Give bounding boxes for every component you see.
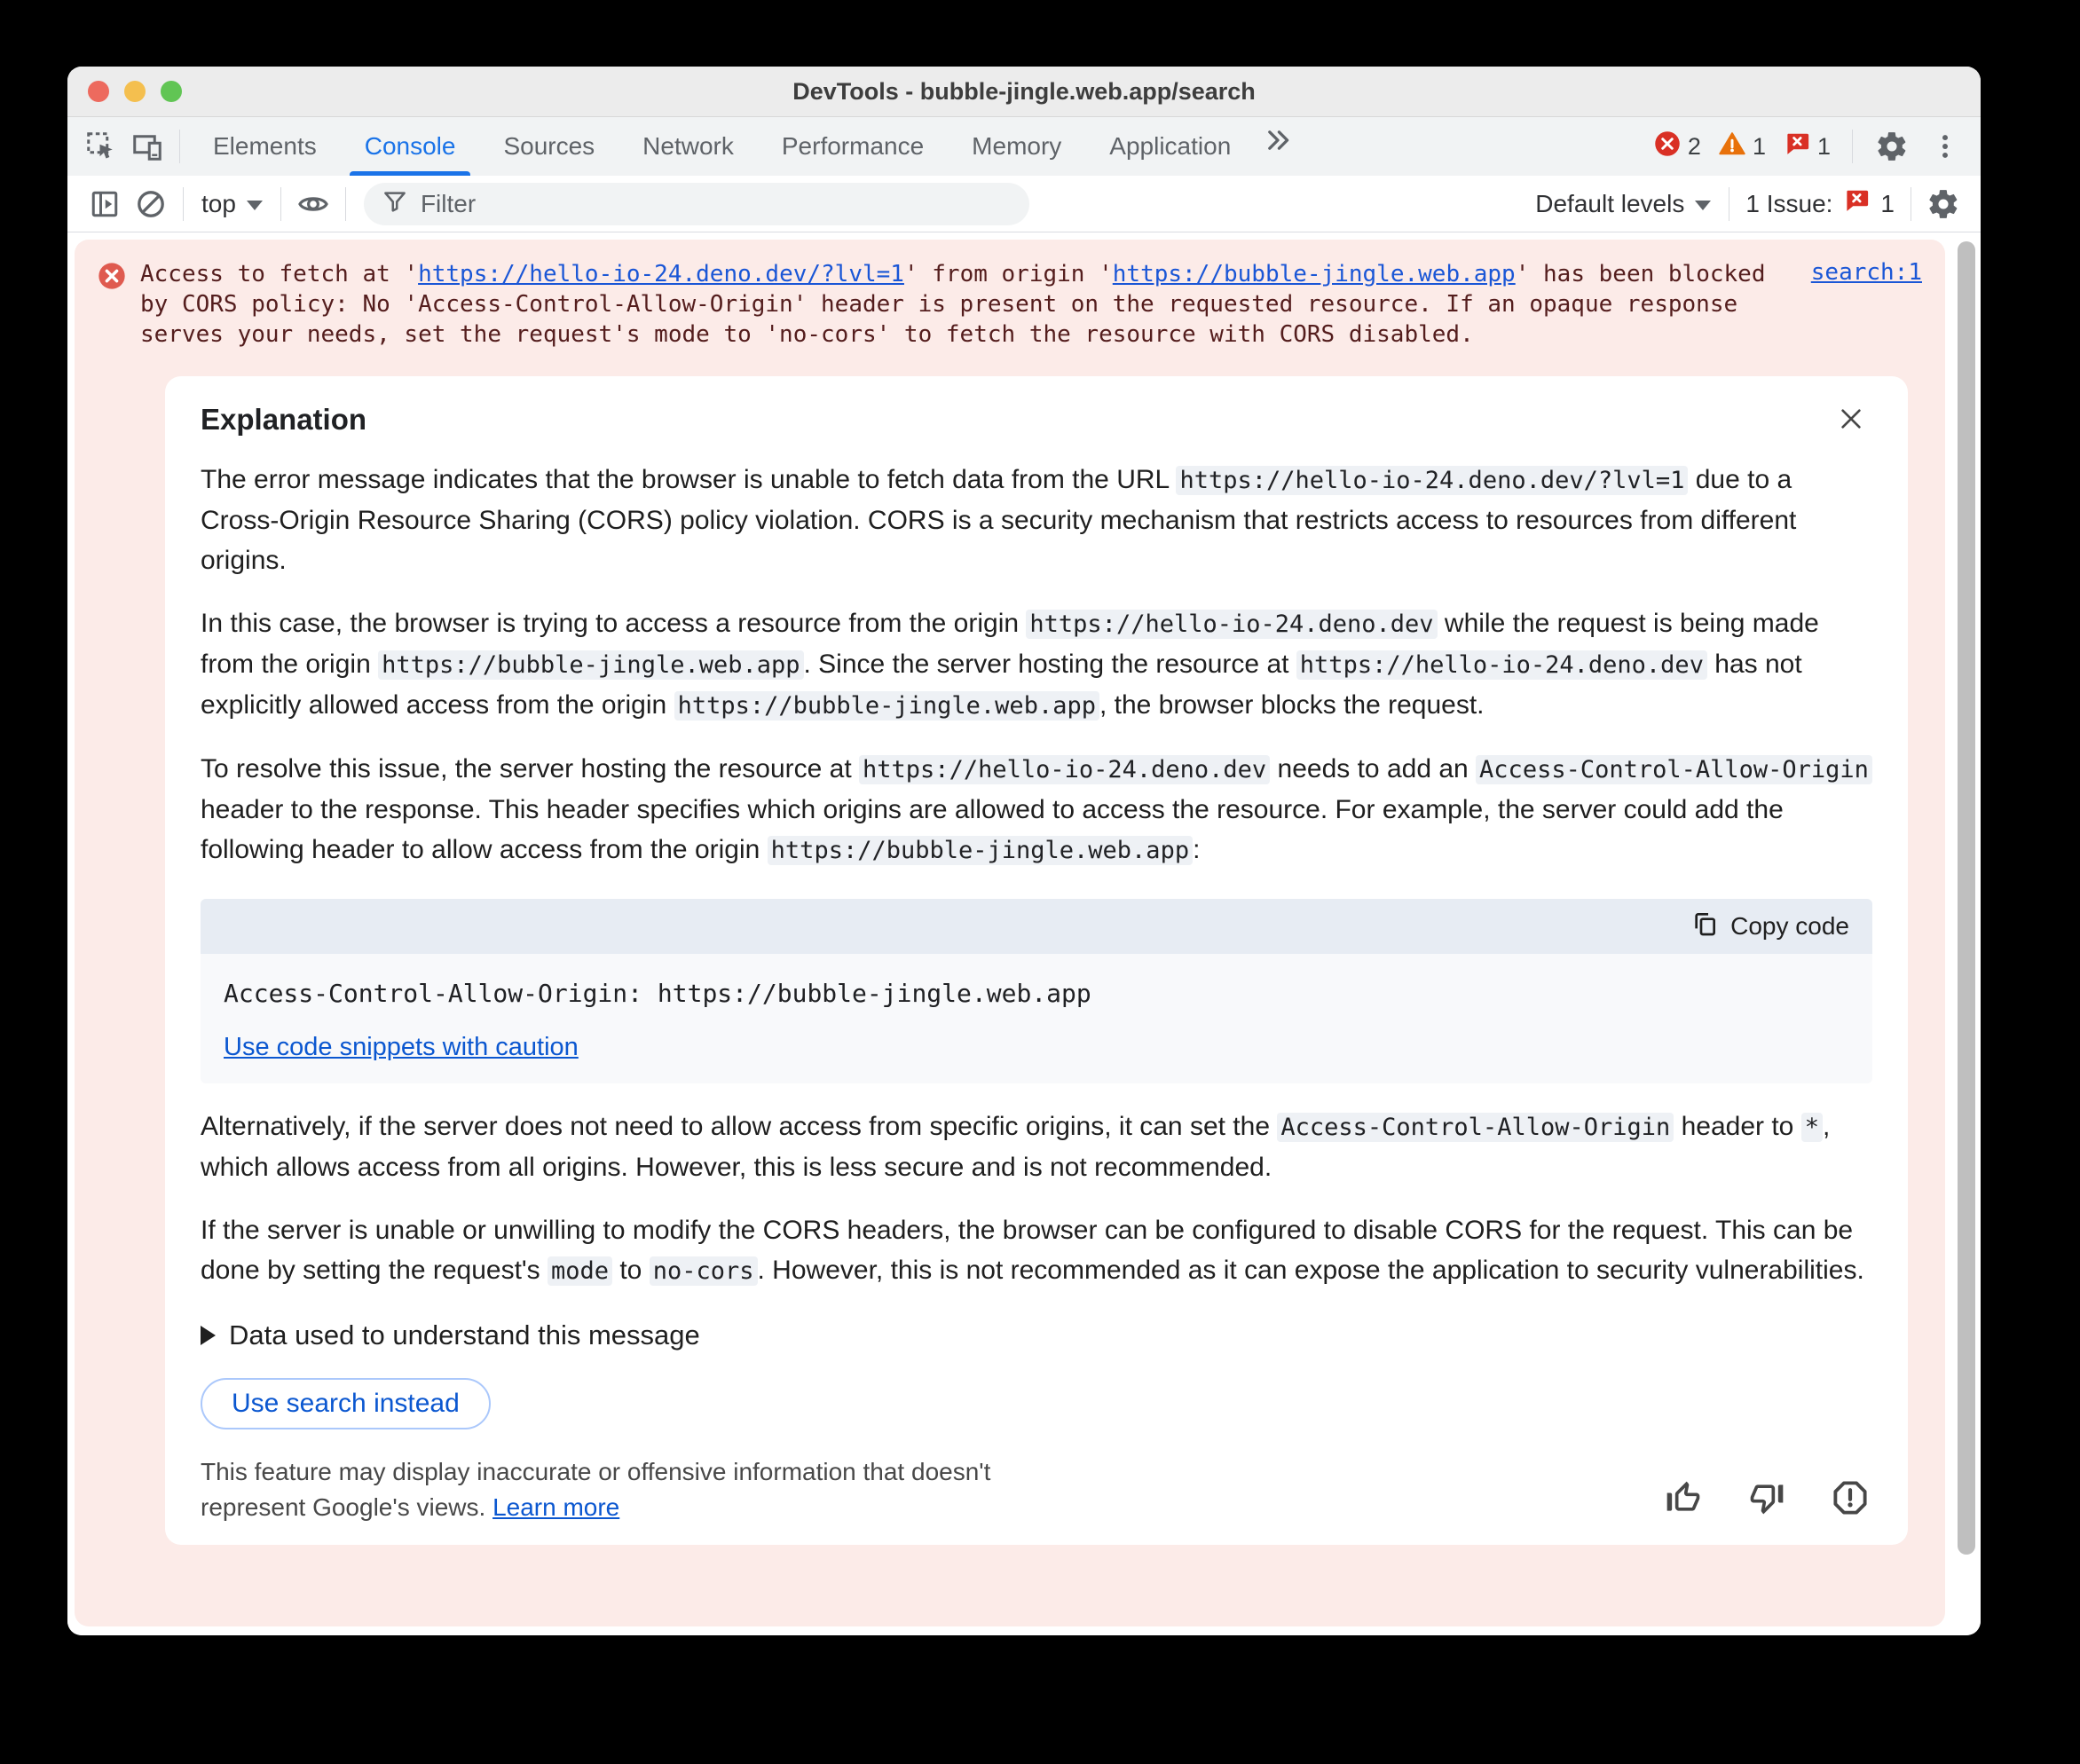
kebab-menu-icon	[1930, 131, 1960, 161]
issues-counter[interactable]	[1738, 187, 1902, 220]
error-message-text: Access to fetch at 'https://hello-io-24.deno.dev/?lvl=1' from origin 'https://bubble-jingle.web.app' has been blocked by CORS policy: No 'Access-Control-Allow-Origin' header is present on the requested resource. If an opaque response serves your needs, set the request's mode to 'no-cors' to fetch the resource with CORS disabled.	[140, 261, 1766, 348]
source-location-link[interactable]: search:1	[1810, 259, 1922, 286]
explanation-paragraph-5: If the server is unable or unwilling to modify the CORS headers, the browser can be configured to disable CORS for the request. This can be done by setting the request's mode to no-cors . However, this is not recommended as it can expose the application to security vulnerabilities.	[201, 1216, 1864, 1285]
inline-link[interactable]: https://hello-io-24.deno.dev/?lvl=1	[418, 261, 904, 287]
vertical-scrollbar[interactable]	[1958, 241, 1975, 1555]
copy-code-button[interactable]	[1690, 910, 1849, 944]
error-count: 2	[1687, 132, 1701, 160]
console-settings-button[interactable]	[1920, 181, 1966, 227]
error-circle-icon	[98, 262, 126, 295]
code-snippet-block	[201, 899, 1872, 1083]
tab-memory[interactable]: Memory	[972, 132, 1062, 160]
console-toolbar-right	[1526, 181, 1966, 227]
triangle-right-icon	[201, 1326, 216, 1345]
tab-bar-status	[1649, 123, 1968, 169]
more-tabs-button[interactable]	[1255, 117, 1301, 163]
gear-icon	[1926, 187, 1960, 221]
explanation-panel	[165, 376, 1908, 1545]
console-messages-area	[67, 232, 1981, 1635]
funnel-icon	[382, 188, 408, 219]
code-block-header	[201, 899, 1872, 954]
explanation-paragraph-4: Alternatively, if the server does not need to allow access from specific origins, it can set the Access-Control-Allow-Origin header to * , which allows access from all origins. However, this is less secure and is not recommended.	[201, 1112, 1831, 1182]
live-expression-button[interactable]	[290, 181, 336, 227]
close-window-button[interactable]	[88, 81, 109, 102]
explanation-paragraph-2: In this case, the browser is trying to access a resource from the origin https://hello-io-24.deno.dev while the request is being made from the origin https://bubble-jingle.web.app . Since the server hosting the resource at https://hello-io-24.deno.dev has not explicitly allowed access from the origin https://bubble-jingle.web.app , the browser blocks the request.	[201, 609, 1819, 720]
zoom-window-button[interactable]	[161, 81, 182, 102]
error-circle-icon	[1654, 130, 1681, 163]
log-levels-selector[interactable]	[1526, 190, 1720, 218]
report-icon	[1832, 1479, 1869, 1521]
tab-network[interactable]: Network	[642, 132, 734, 160]
inspect-element-button[interactable]	[78, 123, 124, 169]
separator	[183, 187, 184, 221]
issue-bubble-icon	[1784, 130, 1810, 163]
copy-code-label: Copy code	[1730, 912, 1849, 940]
issue-bubble-icon	[1843, 187, 1870, 220]
code-caution-link[interactable]: Use code snippets with caution	[224, 1033, 579, 1061]
inline-link[interactable]: https://bubble-jingle.web.app	[1112, 261, 1516, 287]
error-row	[98, 259, 1922, 350]
issue-count-badge[interactable]	[1778, 130, 1836, 163]
console-sidebar-icon	[89, 188, 121, 220]
explanation-paragraph-3: To resolve this issue, the server hosting the resource at https://hello-io-24.deno.dev needs to add an Access-Control-Allow-Origin header to the response. This header specifies which origins are allowed to access the resource. For example, the server could add the following header to allow access from the origin https://bubble-jingle.web.app :	[201, 749, 1872, 870]
console-filter[interactable]	[364, 183, 1029, 225]
thumb-down-icon	[1747, 1478, 1786, 1522]
levels-label: Default levels	[1535, 189, 1685, 217]
use-search-instead-button[interactable]: Use search instead	[201, 1378, 491, 1429]
thumb-up-icon	[1664, 1478, 1703, 1522]
thumbs-down-button[interactable]	[1746, 1479, 1787, 1520]
close-explanation-button[interactable]	[1832, 401, 1871, 440]
separator	[1852, 130, 1853, 163]
close-icon	[1837, 405, 1865, 437]
execution-context-selector[interactable]	[193, 190, 272, 218]
clear-console-button[interactable]	[128, 181, 174, 227]
ai-disclaimer: This feature may display inaccurate or offensive information that doesn't represent Google's views. Learn more	[201, 1458, 991, 1521]
issues-label: 1 Issue:	[1745, 189, 1833, 217]
explanation-paragraph-1: The error message indicates that the browser is unable to fetch data from the URL https://hello-io-24.deno.dev/?lvl=1 due to a Cross-Origin Resource Sharing (CORS) policy violation. CORS is a security mechanism that restricts access to resources from different origins.	[201, 465, 1797, 575]
eye-icon	[296, 187, 330, 221]
code-snippet: Access-Control-Allow-Origin: https://bubble-jingle.web.app	[224, 979, 1091, 1008]
chevron-down-icon	[1695, 201, 1711, 210]
settings-button[interactable]	[1869, 123, 1915, 169]
context-label: top	[201, 189, 236, 217]
filter-input[interactable]	[421, 190, 1012, 218]
console-sidebar-button[interactable]	[82, 181, 128, 227]
devtools-window	[67, 67, 1981, 1635]
tab-sources[interactable]: Sources	[503, 132, 595, 160]
report-button[interactable]	[1830, 1479, 1871, 1520]
warning-count-badge[interactable]	[1714, 130, 1771, 163]
device-toolbar-icon	[131, 130, 163, 162]
error-count-badge[interactable]	[1649, 130, 1706, 163]
code-block-body	[201, 954, 1872, 1083]
disclosure-label: Data used to understand this message	[229, 1319, 700, 1351]
chevron-down-icon	[247, 201, 263, 210]
feedback-controls	[1663, 1479, 1871, 1520]
data-used-disclosure[interactable]	[201, 1319, 1872, 1351]
devtools-tab-bar	[67, 117, 1981, 176]
warning-count: 1	[1752, 132, 1766, 160]
issue-count: 1	[1816, 132, 1831, 160]
thumbs-up-button[interactable]	[1663, 1479, 1704, 1520]
issues-count: 1	[1880, 189, 1895, 217]
double-chevron-icon	[1263, 125, 1293, 155]
copy-icon	[1690, 910, 1719, 944]
tab-elements[interactable]: Elements	[213, 132, 317, 160]
panel-tabs	[189, 117, 1301, 176]
separator	[345, 187, 346, 221]
inspect-icon	[85, 130, 117, 162]
gear-icon	[1875, 130, 1909, 163]
console-toolbar	[67, 176, 1981, 232]
window-controls	[67, 81, 182, 102]
separator	[179, 130, 180, 163]
explanation-title: Explanation	[201, 403, 367, 436]
tab-performance[interactable]: Performance	[781, 132, 925, 160]
inline-link[interactable]: Learn more	[492, 1493, 620, 1521]
window-title: DevTools - bubble-jingle.web.app/search	[792, 77, 1256, 105]
tab-console[interactable]: Console	[341, 117, 480, 176]
ban-icon	[135, 188, 167, 220]
console-error-message	[75, 240, 1945, 1626]
warning-triangle-icon	[1719, 130, 1745, 163]
tab-application[interactable]: Application	[1109, 132, 1232, 160]
devtools-menu-button[interactable]	[1922, 123, 1968, 169]
separator	[280, 187, 281, 221]
title-bar	[67, 67, 1981, 117]
device-toolbar-button[interactable]	[124, 123, 170, 169]
minimize-window-button[interactable]	[124, 81, 146, 102]
